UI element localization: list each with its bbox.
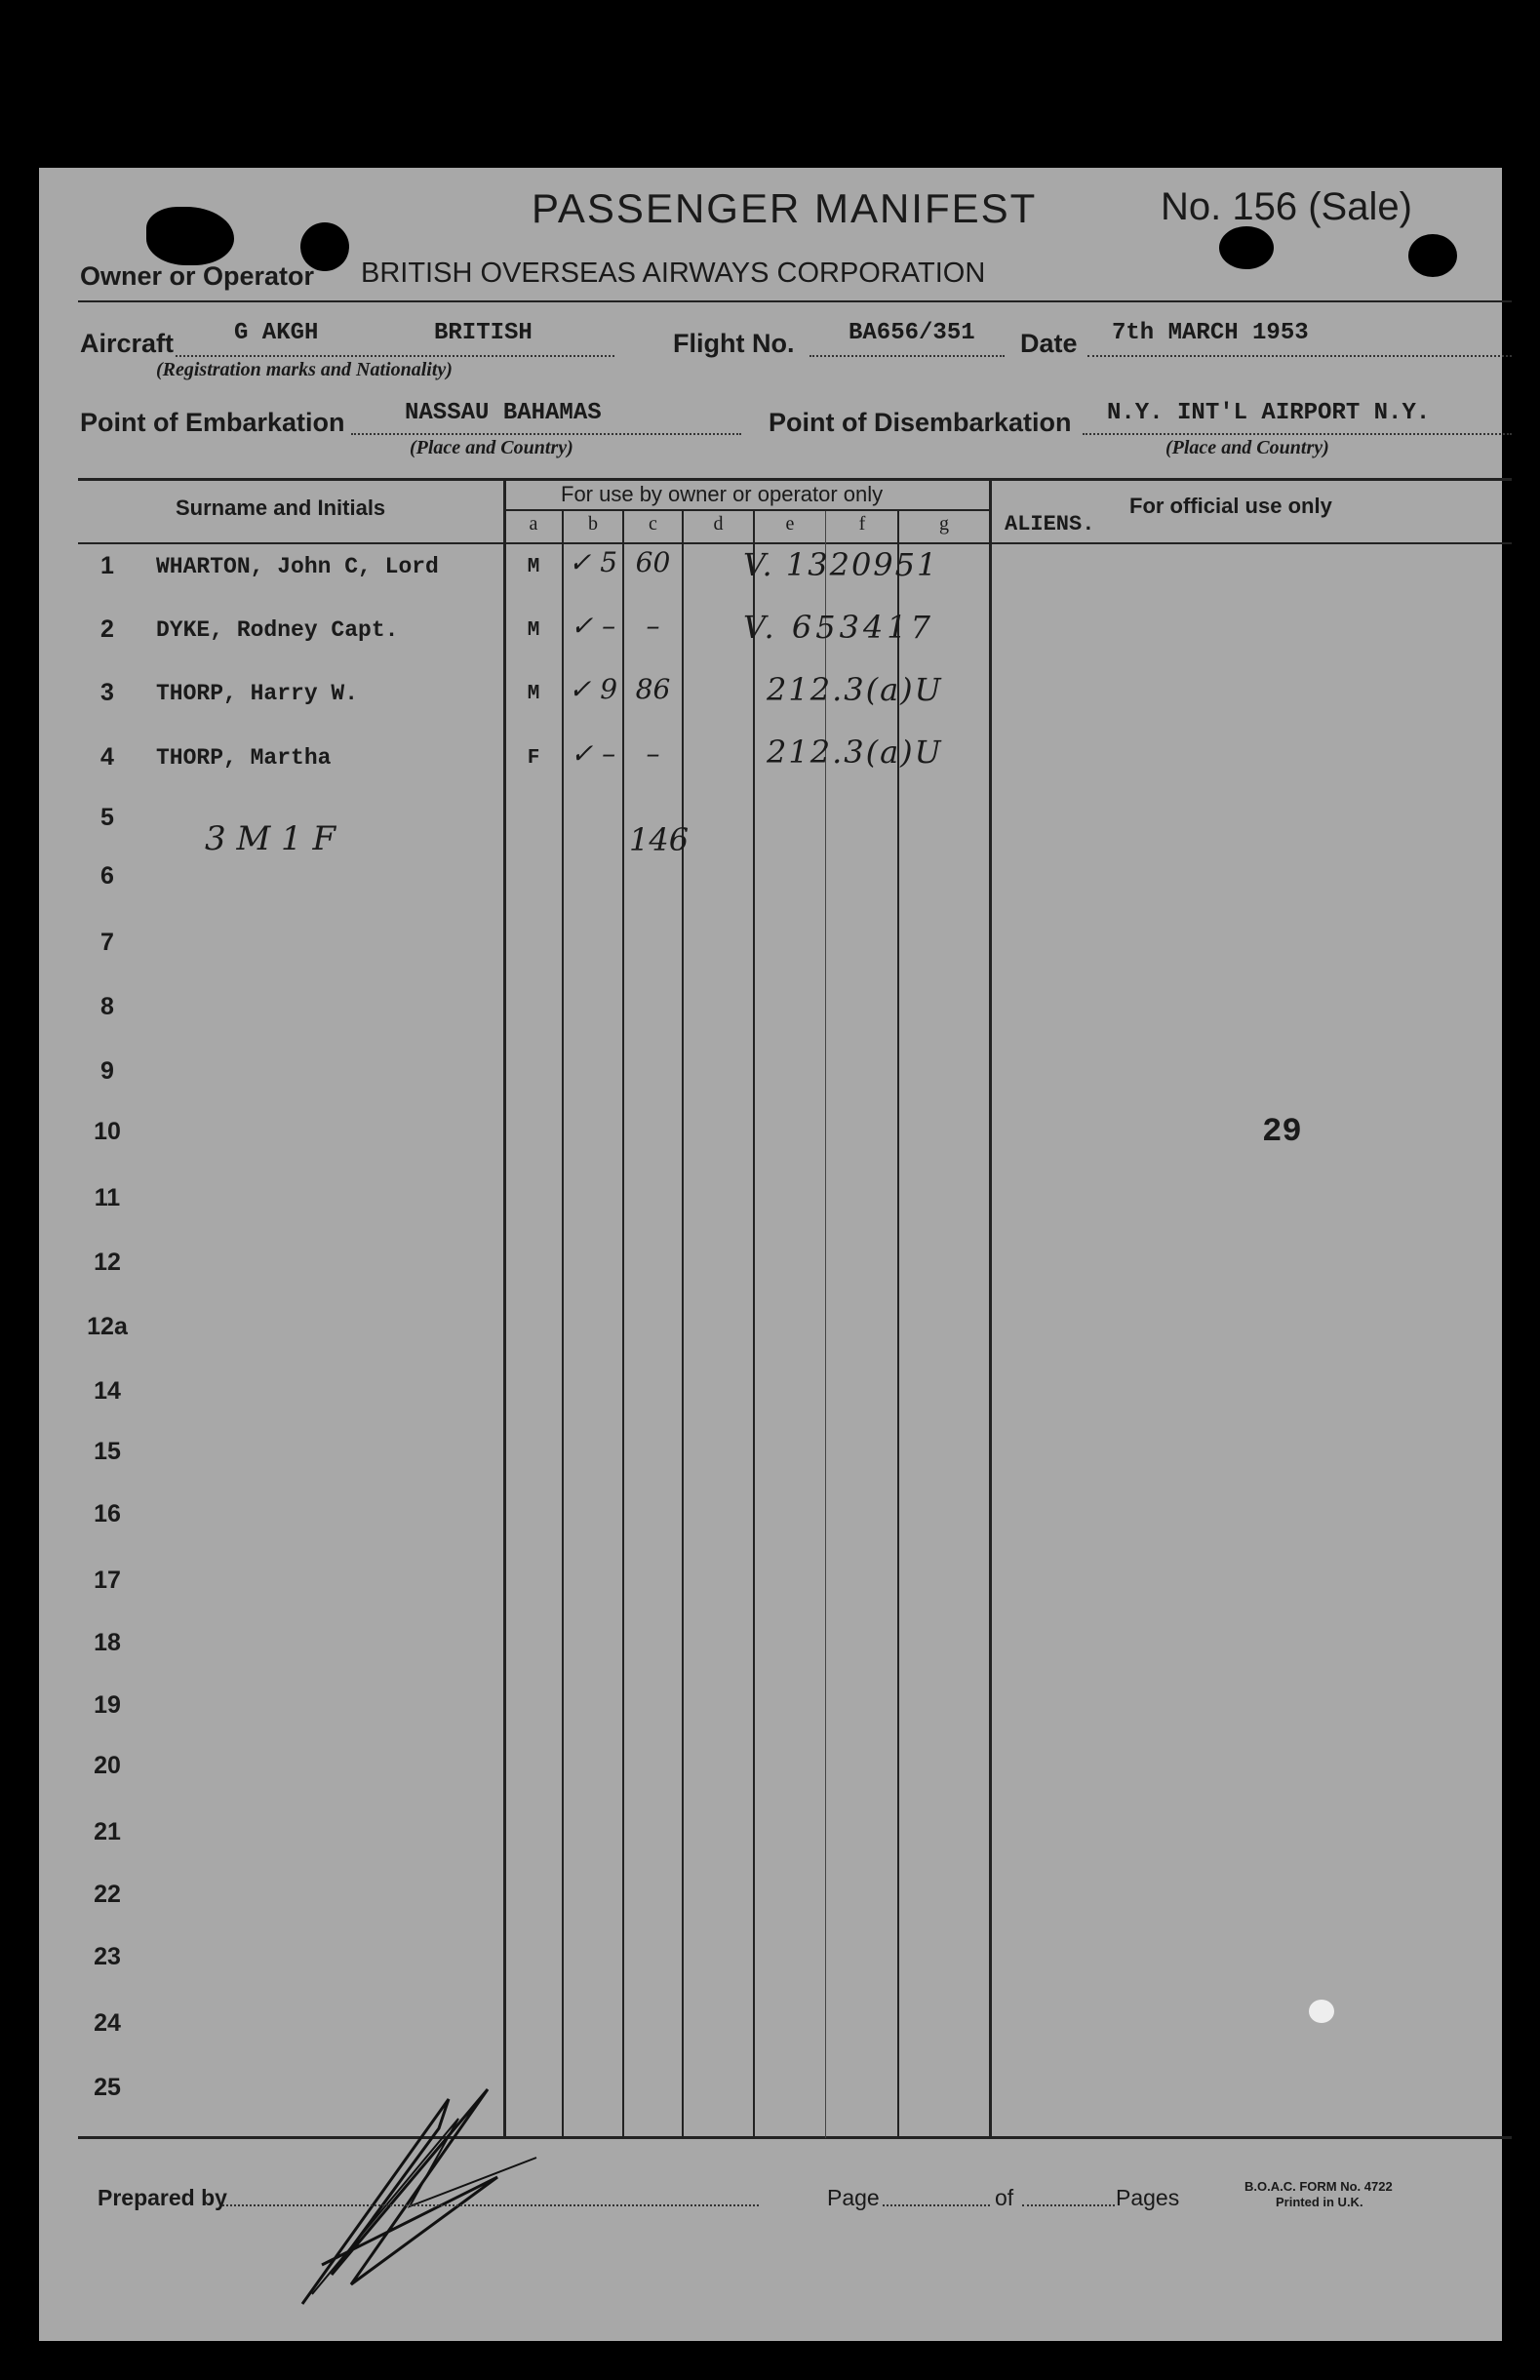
punch-hole bbox=[1408, 234, 1457, 277]
row-number: 16 bbox=[94, 1500, 121, 1527]
page-label: Page bbox=[827, 2185, 880, 2210]
row-number: 12a bbox=[87, 1313, 128, 1340]
passenger-col-c: – bbox=[646, 737, 660, 770]
col-rule bbox=[753, 511, 755, 2138]
row-number: 3 bbox=[100, 679, 114, 706]
passenger-col-ef: 212.3(a)U bbox=[767, 734, 943, 771]
owner-label: Owner or Operator bbox=[80, 261, 315, 291]
row-number: 15 bbox=[94, 1438, 121, 1465]
row-number: 6 bbox=[100, 862, 114, 890]
punch-hole bbox=[1219, 226, 1274, 269]
row-number: 7 bbox=[100, 929, 114, 956]
row-number: 10 bbox=[94, 1118, 121, 1145]
manifest-title: PASSENGER MANIFEST bbox=[532, 185, 1038, 231]
page-line bbox=[883, 2204, 990, 2206]
form-printed: Printed in U.K. bbox=[1276, 2195, 1363, 2209]
col-header-a: a bbox=[529, 513, 538, 535]
aircraft-line bbox=[176, 355, 614, 357]
row-number: 14 bbox=[94, 1377, 121, 1405]
row-number: 23 bbox=[94, 1943, 121, 1970]
row-number: 18 bbox=[94, 1629, 121, 1656]
date-label: Date bbox=[1020, 329, 1078, 358]
row-number: 4 bbox=[100, 743, 114, 771]
form-number: B.O.A.C. FORM No. 4722 bbox=[1244, 2179, 1393, 2194]
row-number: 12 bbox=[94, 1249, 121, 1276]
disembark-label: Point of Disembarkation bbox=[769, 408, 1072, 437]
table-top-rule bbox=[78, 478, 1512, 481]
col-rule bbox=[682, 511, 684, 2138]
surname-header: Surname and Initials bbox=[176, 496, 386, 520]
stray-mark bbox=[1309, 2000, 1334, 2023]
disembark-value: N.Y. INT'L AIRPORT N.Y. bbox=[1107, 400, 1431, 426]
official-number: 29 bbox=[1262, 1114, 1302, 1151]
aliens-label: ALIENS. bbox=[1005, 512, 1095, 536]
passenger-sex: M bbox=[527, 683, 540, 705]
row-number: 21 bbox=[94, 1818, 121, 1845]
passenger-name: THORP, Harry W. bbox=[156, 681, 359, 706]
passenger-col-b: ✓ – bbox=[570, 737, 616, 770]
row-number: 1 bbox=[100, 552, 114, 579]
row-number: 17 bbox=[94, 1567, 121, 1594]
pages-label: Pages bbox=[1116, 2185, 1180, 2210]
passenger-col-c: 60 bbox=[635, 546, 671, 578]
table-header-rule bbox=[78, 542, 1512, 544]
divider bbox=[78, 300, 1512, 302]
col-rule bbox=[503, 480, 506, 2138]
official-use-header: For official use only bbox=[1129, 494, 1332, 518]
col-header-b: b bbox=[588, 513, 598, 535]
passenger-col-ef: V. 1320951 bbox=[743, 546, 939, 583]
col-header-e: e bbox=[785, 513, 795, 535]
row-number: 24 bbox=[94, 2009, 121, 2037]
passenger-name: THORP, Martha bbox=[156, 745, 332, 771]
owner-use-header: For use by owner or operator only bbox=[561, 482, 884, 506]
col-header-d: d bbox=[713, 513, 724, 535]
row-number: 11 bbox=[94, 1184, 121, 1211]
subheader-rule bbox=[505, 509, 991, 511]
col-rule bbox=[989, 480, 992, 2138]
row-number: 19 bbox=[94, 1691, 121, 1719]
manifest-number: No. 156 (Sale) bbox=[1161, 185, 1412, 228]
disembark-line bbox=[1083, 433, 1512, 435]
aircraft-label: Aircraft bbox=[80, 329, 175, 358]
passenger-name: WHARTON, John C, Lord bbox=[156, 554, 439, 579]
passenger-sex: M bbox=[527, 619, 540, 642]
torn-corner bbox=[146, 207, 234, 265]
aircraft-caption: (Registration marks and Nationality) bbox=[156, 359, 453, 380]
passenger-col-b: ✓ 9 bbox=[568, 673, 618, 705]
date-line bbox=[1087, 355, 1512, 357]
prepared-by-label: Prepared by bbox=[98, 2185, 227, 2210]
handwritten-count: 3 M 1 F bbox=[205, 819, 336, 858]
flight-line bbox=[809, 355, 1005, 357]
row-number: 25 bbox=[94, 2074, 121, 2101]
embark-caption: (Place and Country) bbox=[410, 437, 573, 458]
disembark-caption: (Place and Country) bbox=[1165, 437, 1329, 458]
passenger-name: DYKE, Rodney Capt. bbox=[156, 617, 399, 643]
date-value: 7th MARCH 1953 bbox=[1112, 320, 1309, 346]
aircraft-nationality: BRITISH bbox=[434, 320, 533, 346]
embark-value: NASSAU BAHAMAS bbox=[405, 400, 602, 426]
row-number: 5 bbox=[100, 804, 114, 831]
col-header-c: c bbox=[649, 513, 657, 535]
row-number: 20 bbox=[94, 1752, 121, 1779]
of-label: of bbox=[995, 2185, 1014, 2210]
owner-value: BRITISH OVERSEAS AIRWAYS CORPORATION bbox=[361, 258, 986, 289]
embark-label: Point of Embarkation bbox=[80, 408, 345, 437]
row-number: 2 bbox=[100, 615, 114, 643]
passenger-col-ef: 212.3(a)U bbox=[767, 671, 943, 708]
col-header-f: f bbox=[858, 513, 866, 535]
row-number: 22 bbox=[94, 1881, 121, 1908]
passenger-sex: F bbox=[527, 747, 540, 770]
prepared-by-line bbox=[222, 2204, 759, 2206]
manifest-page bbox=[39, 168, 1502, 2341]
passenger-col-b: ✓ 5 bbox=[568, 546, 618, 578]
handwritten-total: 146 bbox=[629, 821, 690, 858]
row-number: 8 bbox=[100, 993, 114, 1020]
embark-line bbox=[351, 433, 741, 435]
flight-label: Flight No. bbox=[673, 329, 795, 358]
of-line bbox=[1022, 2204, 1115, 2206]
flight-value: BA656/351 bbox=[849, 320, 975, 346]
passenger-col-c: – bbox=[646, 610, 660, 642]
passenger-sex: M bbox=[527, 556, 540, 578]
aircraft-registration: G AKGH bbox=[234, 320, 319, 346]
col-header-g: g bbox=[939, 513, 949, 535]
passenger-col-c: 86 bbox=[635, 673, 671, 705]
passenger-col-b: ✓ – bbox=[570, 610, 616, 642]
signature bbox=[293, 2060, 585, 2314]
row-number: 9 bbox=[100, 1057, 114, 1085]
passenger-col-ef: V. 653417 bbox=[743, 609, 935, 646]
